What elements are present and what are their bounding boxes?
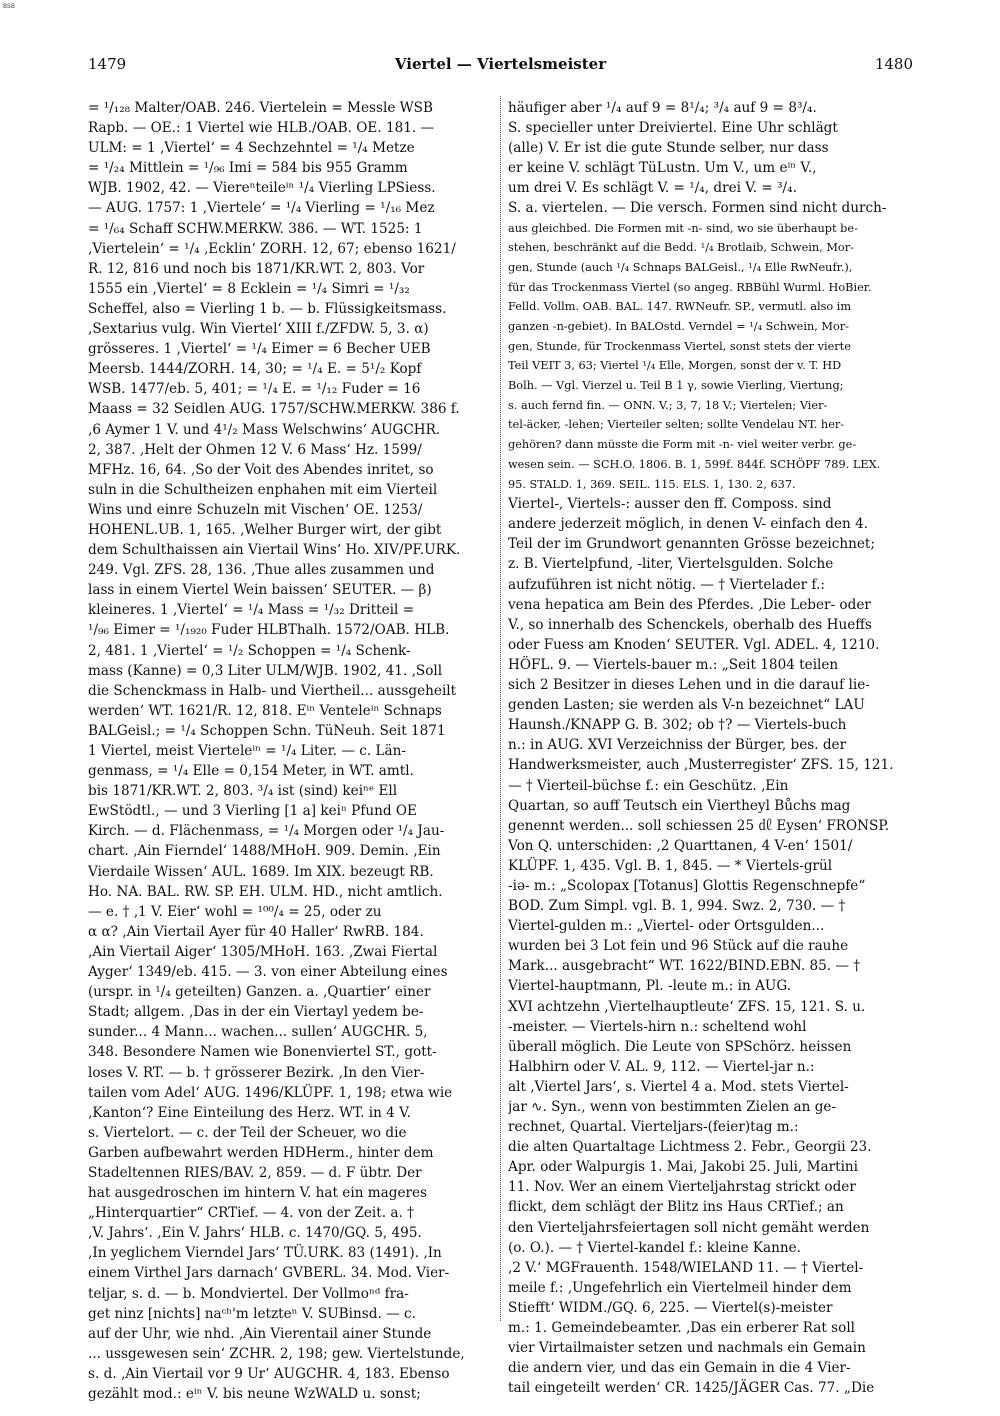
- text-line: Ho. NA. BAL. RW. SP. EH. ULM. HD., nicht amtlich.: [88, 883, 443, 900]
- text-line: Viertel-, Viertels-: ausser den ff. Composs. sind: [508, 496, 832, 513]
- text-line: vena hepatica am Bein des Pferdes. ‚Die Leber- oder: [508, 596, 871, 613]
- left-column: [88, 98, 498, 1404]
- text-line: die Schenckmass in Halb- und Viertheil... aussgeheilt: [88, 682, 457, 699]
- text-line: sunder... 4 Mann... wachen... sullen‘ AUGCHR. 5,: [88, 1024, 428, 1041]
- text-line: oder Fuess am Knoden‘ SEUTER. Vgl. ADEL. 4, 1210.: [508, 636, 880, 653]
- text-line: 249. Vgl. ZFS. 28, 136. ‚Thue alles zusammen und: [88, 562, 435, 579]
- text-line: häufiger aber ¹/₄ auf 9 = 8¹/₄; ³/₄ auf 9 = 8³/₄.: [508, 100, 817, 116]
- text-line: Viertel-gulden m.: „Viertel- oder Ortsgulden...: [508, 918, 825, 935]
- text-line: um drei V. Es schlägt V. = ¹/₄, drei V. = ³/₄.: [508, 180, 797, 197]
- text-line: bis 1871/KR.WT. 2, 803. ³/₄ ist (sind) keiⁿᵉ Ell: [88, 783, 398, 800]
- text-line: R. 12, 816 und noch bis 1871/KR.WT. 2, 803. Vor: [88, 260, 425, 277]
- note-line: gehören? dann müsste die Form mit -n- viel weiter verbr. ge-: [508, 438, 857, 452]
- note-line: ganzen -n-gebiet). In BALOstd. Verndel = ¹/₄ Schwein, Mor-: [508, 320, 850, 333]
- text-line: V., so innerhalb des Schenckels, oberhalb des Hueffs: [508, 616, 872, 633]
- note-line: aus gleichbed. Die Formen mit -n- sind, wo sie überhaupt be-: [508, 221, 858, 235]
- text-line: „Hinterquartier“ CRTief. — 4. von der Zeit. a. †: [88, 1205, 414, 1222]
- note-line: Bolh. — Vgl. Vierzel u. Teil B 1 γ, sowie Vierling, Viertung;: [508, 379, 844, 393]
- text-line: genden Lasten; sie werden als V-n bezeichnet“ LAU: [508, 697, 865, 714]
- text-line: Quartan, so auff Teutsch ein Viertheyl Bůchs mag: [508, 797, 851, 814]
- text-line: m.: 1. Gemeindebeamter. ‚Das ein erberer Rat soll: [508, 1320, 856, 1337]
- text-line: jar ∿. Syn., wenn von bestimmten Zielen an ge-: [508, 1099, 837, 1115]
- note-line: gen, Stunde (auch ¹/₄ Schnaps BALGeisl., ¹/₄ Elle RwNeufr.),: [508, 260, 853, 274]
- text-line: sich 2 Besitzer in dieses Lehen und in die darauf lie-: [508, 677, 870, 694]
- text-line: Teil der im Grundwort genannten Grösse bezeichnet;: [508, 536, 875, 553]
- note-line: Teil VEIT 3, 63; Viertel ¹/₄ Elle, Morgen, sonst der v. T. HD: [508, 359, 842, 373]
- text-line: kleineres. 1 ‚Viertel‘ = ¹/₄ Mass = ¹/₃₂ Dritteil =: [88, 602, 415, 619]
- text-line: get ninz [nichts] naᶜʰ'm letzteⁿ V. SUBinsd. — c.: [88, 1305, 416, 1322]
- text-line: s. Viertelort. — c. der Teil der Scheuer, wo die: [88, 1124, 407, 1141]
- text-line: andere jederzeit möglich, in denen V- einfach den 4.: [508, 516, 869, 533]
- text-line: mass (Kanne) = 0,3 Liter ULM/WJB. 1902, 41. ‚Soll: [88, 662, 443, 679]
- text-line: Handwerksmeister, auch ‚Musterregister‘ ZFS. 15, 121.: [508, 757, 894, 774]
- text-line: die alten Quartaltage Lichtmess 2. Febr., Georgii 23.: [508, 1139, 872, 1156]
- text-line: chart. ‚Ain Fierndel‘ 1488/MHoH. 909. Demin. ‚Ein: [88, 843, 441, 860]
- text-line: Rapb. — OE.: 1 Viertel wie HLB./OAB. OE. 181. —: [88, 120, 435, 137]
- text-line: Viertel-hauptmann, Pl. -leute m.: in AUG.: [508, 978, 792, 995]
- note-line: 95. STALD. 1, 369. SEIL. 115. ELS. 1, 130. 2, 637.: [508, 477, 796, 491]
- text-line: (urspr. in ¹/₄ geteilten) Ganzen. a. ‚Quartier‘ einer: [88, 984, 431, 1001]
- text-line: ‚V. Jahrs‘. ‚Ein V. Jahrs‘ HLB. c. 1470/GQ. 5, 495.: [88, 1225, 422, 1242]
- note-line: stehen, beschränkt auf die Bedd. ¹/₄ Brotlaib, Schwein, Mor-: [508, 241, 854, 255]
- text-line: auf der Uhr, wie nhd. ‚Ain Vierentail ainer Stunde: [88, 1325, 432, 1342]
- running-title: Viertel — Viertelsmeister: [394, 55, 607, 73]
- text-line: s. d. ‚Ain Viertail vor 9 Ur‘ AUGCHR. 4, 183. Ebenso: [88, 1365, 450, 1382]
- text-line: Apr. oder Walpurgis 1. Mai, Jakobi 25. Juli, Martini: [508, 1159, 859, 1176]
- page-number-right: 1480: [874, 55, 913, 73]
- text-line: lass in einem Viertel Wein baissen‘ SEUTER. — β): [88, 582, 432, 599]
- text-line: Scheffel, also = Vierling 1 b. — b. Flüssigkeitsmass.: [88, 300, 447, 317]
- text-line: teljar, s. d. — b. Mondviertel. Der Vollmoⁿᵈ fra-: [88, 1285, 409, 1302]
- text-line: (alle) V. Er ist die gute Stunde selber, nur dass: [508, 140, 829, 157]
- text-line: ‚Ain Viertail Aiger‘ 1305/MHoH. 163. ‚Zwai Fiertal: [88, 943, 438, 960]
- text-line: vier Virtailmaister setzen und nachmals ein Gemain: [508, 1340, 866, 1357]
- text-line: tailen vom Adel‘ AUG. 1496/KLÜPF. 1, 198; etwa wie: [88, 1084, 453, 1101]
- library-mark: BSB: [3, 3, 15, 10]
- text-line: 2, 387. ‚Helt der Ohmen 12 V. 6 Mass‘ Hz. 1599/: [88, 441, 422, 458]
- text-line: MFHz. 16, 64. ‚So der Voit des Abendes inritet, so: [88, 461, 434, 478]
- text-line: rechnet, Quartal. Vierteljars-(feier)tag m.:: [508, 1119, 799, 1136]
- text-line: — † Vierteil-büchse f.: ein Geschütz. ‚Ein: [508, 777, 789, 794]
- text-line: gezählt mod.: eⁱⁿ V. bis neune WzWALD u. sonst;: [88, 1386, 421, 1402]
- text-line: Haunsh./KNAPP G. B. 302; ob †? — Viertels-buch: [508, 717, 847, 734]
- note-line: für das Trockenmass Viertel (so angeg. RBBühl Wurml. HoBier.: [508, 280, 872, 294]
- text-line: die andern vier, und das ein Gemain in die 4 Vier-: [508, 1360, 851, 1377]
- text-line: ‚Viertelein‘ = ¹/₄ ‚Ecklin‘ ZORH. 12, 67; ebenso 1621/: [88, 240, 456, 257]
- text-line: α α? ‚Ain Viertail Ayer für 40 Haller‘ RwRB. 184.: [88, 923, 424, 940]
- text-line: grösseres. 1 ‚Viertel‘ = ¹/₄ Eimer = 6 Becher UEB: [88, 341, 431, 358]
- page-number-left: 1479: [88, 55, 127, 73]
- text-line: den Vierteljahrsfeiertagen soll nicht gemäht werden: [508, 1219, 870, 1236]
- text-line: loses V. RT. — b. † grösserer Bezirk. ‚In den Vier-: [88, 1064, 425, 1081]
- text-line: — e. † ‚1 V. Eier‘ wohl = ¹⁰⁰/₄ = 25, oder zu: [88, 903, 382, 920]
- note-line: tel-äcker, -lehen; Vierteiler selten; sollte Vendelau NT. her-: [508, 418, 845, 432]
- text-line: KLÜPF. 1, 435. Vgl. B. 1, 845. — * Viertels-grül: [508, 857, 833, 874]
- text-line: WSB. 1477/eb. 5, 401; = ¹/₄ E. = ¹/₁₂ Fuder = 16: [88, 381, 421, 398]
- text-line: genennt werden... soll schiessen 25 ㎗ Eysen‘ FRONSP.: [508, 817, 890, 834]
- text-line: suln in die Schultheizen enphahen mit eim Vierteil: [88, 481, 438, 498]
- text-line: wurden bei 3 Lot fein und 96 Stück auf die rauhe: [508, 938, 849, 955]
- text-line: ‚2 V.‘ MGFrauenth. 1548/WIELAND 11. — † Viertel-: [508, 1259, 864, 1276]
- text-line: einem Virthel Jars darnach‘ GVBERL. 34. Mod. Vier-: [88, 1265, 450, 1282]
- text-line: (o. O.). — † Viertel-kandel f.: kleine Kanne.: [508, 1239, 801, 1256]
- text-line: 1 Viertel, meist Vierteleⁱⁿ = ¹/₄ Liter. — c. Län-: [88, 743, 406, 759]
- text-line: WJB. 1902, 42. — Viereⁿteileⁱⁿ ¹/₄ Vierling LPSiess.: [88, 180, 436, 197]
- text-line: 2, 481. 1 ‚Viertel‘ = ¹/₂ Schoppen = ¹/₄ Schenk-: [88, 642, 411, 659]
- text-line: tail eingeteilt werden‘ CR. 1425/JÄGER Cas. 77. „Die: [508, 1380, 875, 1397]
- text-line: ... ussgewesen sein‘ ZCHR. 2, 198; gew. Viertelstunde,: [88, 1345, 465, 1362]
- text-line: Meersb. 1444/ZORH. 14, 30; = ¹/₄ E. = 5¹/₂ Kopf: [88, 361, 422, 378]
- text-line: -meister. — Viertels-hirn n.: scheltend wohl: [508, 1018, 807, 1035]
- text-line: Maass = 32 Seidlen AUG. 1757/SCHW.MERKW. 386 f.: [88, 401, 460, 418]
- text-line: überall möglich. Die Leute von SPSchörz. heissen: [508, 1038, 852, 1055]
- text-line: HOHENL.UB. 1, 165. ‚Welher Burger wirt, der gibt: [88, 521, 442, 538]
- text-line: EwStödtl., — und 3 Vierling [1 a] keiⁿ Pfund OE: [88, 803, 417, 820]
- text-line: Ayger‘ 1349/eb. 415. — 3. von einer Abteilung eines: [88, 964, 448, 981]
- text-line: Garben aufbewahrt werden HDHerm., hinter dem: [88, 1144, 434, 1161]
- text-line: ‚6 Aymer 1 V. und 4¹/₂ Mass Welschwins‘ AUGCHR.: [88, 421, 441, 438]
- text-line: Vierdaile Wissen‘ AUL. 1689. Im XIX. bezeugt RB.: [88, 863, 434, 880]
- note-line: s. auch fernd fin. — ONN. V.; 3, 7, 18 V.; Viertelen; Vier-: [508, 398, 828, 412]
- text-line: -iə- m.: „Scolopax [Totanus] Glottis Regenschnepfe“: [508, 877, 866, 894]
- text-line: BALGeisl.; = ¹/₄ Schoppen Schn. TüNeuh. Seit 1871: [88, 722, 446, 739]
- text-line: = ¹/₆₄ Schaff SCHW.MERKW. 386. — WT. 1525: 1: [88, 220, 423, 237]
- text-line: dem Schulthaissen ain Viertail Wins‘ Ho. XIV/PF.URK.: [88, 542, 461, 559]
- text-line: Von Q. unterschiden: ‚2 Quarttanen, 4 V-en‘ 1501/: [508, 837, 853, 854]
- text-line: aufzuführen ist nicht nötig. — † Viertelader f.:: [508, 576, 825, 593]
- text-line: Wins und einre Schuzeln mit Vischen‘ OE. 1253/: [88, 501, 423, 518]
- note-line: wesen sein. — SCH.O. 1806. B. 1, 599f. 844f. SCHÖPF 789. LEX.: [508, 457, 881, 471]
- text-line: = ¹/₂₄ Mittlein = ¹/₉₆ Imi = 584 bis 955 Gramm: [88, 160, 408, 177]
- text-line: ‚Sextarius vulg. Win Viertel‘ XIII f./ZFDW. 5, 3. α): [88, 321, 429, 338]
- text-line: er keine V. schlägt TüLustn. Um V., um eⁱⁿ V.,: [508, 160, 817, 177]
- text-line: meile f.: ‚Ungefehrlich ein Viertelmeil hinder dem: [508, 1279, 852, 1296]
- text-line: BOD. Zum Simpl. vgl. B. 1, 994. Swz. 2, 730. — †: [508, 898, 846, 915]
- text-line: S. a. viertelen. — Die versch. Formen sind nicht durch-: [508, 200, 887, 217]
- text-line: 348. Besondere Namen wie Bonenviertel ST., gott-: [88, 1044, 437, 1061]
- text-line: — AUG. 1757: 1 ‚Viertele‘ = ¹/₄ Vierling = ¹/₁₆ Mez: [88, 200, 435, 217]
- text-line: HÖFL. 9. — Viertels-bauer m.: „Seit 1804 teilen: [508, 656, 839, 673]
- text-line: z. B. Viertelpfund, -liter, Viertelsgulden. Solche: [508, 556, 834, 573]
- text-line: flickt, dem schlägt der Blitz ins Haus CRTief.; an: [508, 1199, 844, 1216]
- text-line: = ¹/₁₂₈ Malter/OAB. 246. Viertelein = Messle WSB: [88, 100, 433, 116]
- page-header: [88, 55, 913, 77]
- text-line: S. specieller unter Dreiviertel. Eine Uhr schlägt: [508, 120, 838, 137]
- text-line: genmass, = ¹/₄ Elle = 0,154 Meter, in WT. amtl.: [88, 763, 414, 780]
- text-line: 11. Nov. Wer an einem Vierteljahrstag strickt oder: [508, 1179, 856, 1196]
- text-line: hat ausgedroschen im hintern V. hat ein mageres: [88, 1185, 428, 1202]
- text-line: ‚In yeglichem Vierndel Jars‘ TÜ.URK. 83 (1491). ‚In: [88, 1245, 442, 1262]
- text-line: ‚Kanton‘? Eine Einteilung des Herz. WT. in 4 V.: [88, 1104, 411, 1121]
- text-line: Kirch. — d. Flächenmass, = ¹/₄ Morgen oder ¹/₄ Jau-: [88, 823, 445, 840]
- text-line: ULM: = 1 ‚Viertel‘ = 4 Sechzehntel = ¹/₄ Metze: [88, 140, 415, 157]
- note-line: Felld. Vollm. OAB. BAL. 147. RWNeufr. SP., vermutl. also im: [508, 300, 852, 314]
- text-line: XVI achtzehn ‚Viertelhauptleute‘ ZFS. 15, 121. S. u.: [508, 998, 866, 1015]
- text-line: alt ‚Viertel Jars‘, s. Viertel 4 a. Mod. stets Viertel-: [508, 1078, 849, 1095]
- text-line: Mark... ausgebracht“ WT. 1622/BIND.EBN. 85. — †: [508, 958, 861, 975]
- note-line: gen, Stunde, für Trockenmass Viertel, sonst stets der vierte: [508, 339, 851, 353]
- text-line: werden‘ WT. 1621/R. 12, 818. Eⁱⁿ Venteleⁱⁿ Schnaps: [88, 702, 442, 719]
- text-line: Halbhirn oder V. AL. 9, 112. — Viertel-jar n.:: [508, 1058, 815, 1075]
- text-line: Stadeltennen RIES/BAV. 2, 859. — d. F übtr. Der: [88, 1164, 422, 1181]
- text-line: Stadt; allgem. ‚Das in der ein Viertayl yedem be-: [88, 1004, 424, 1021]
- text-line: 1555 ein ‚Viertel‘ = 8 Ecklein = ¹/₄ Simri = ¹/₃₂: [88, 280, 410, 297]
- text-line: Stiefft‘ WIDM./GQ. 6, 225. — Viertel(s)-meister: [508, 1299, 833, 1316]
- right-column: [508, 98, 916, 1398]
- text-line: n.: in AUG. XVI Verzeichniss der Bürger, bes. der: [508, 737, 847, 754]
- text-line: ¹/₉₆ Eimer = ¹/₁₉₂₀ Fuder HLBThalh. 1572/OAB. HLB.: [88, 622, 450, 639]
